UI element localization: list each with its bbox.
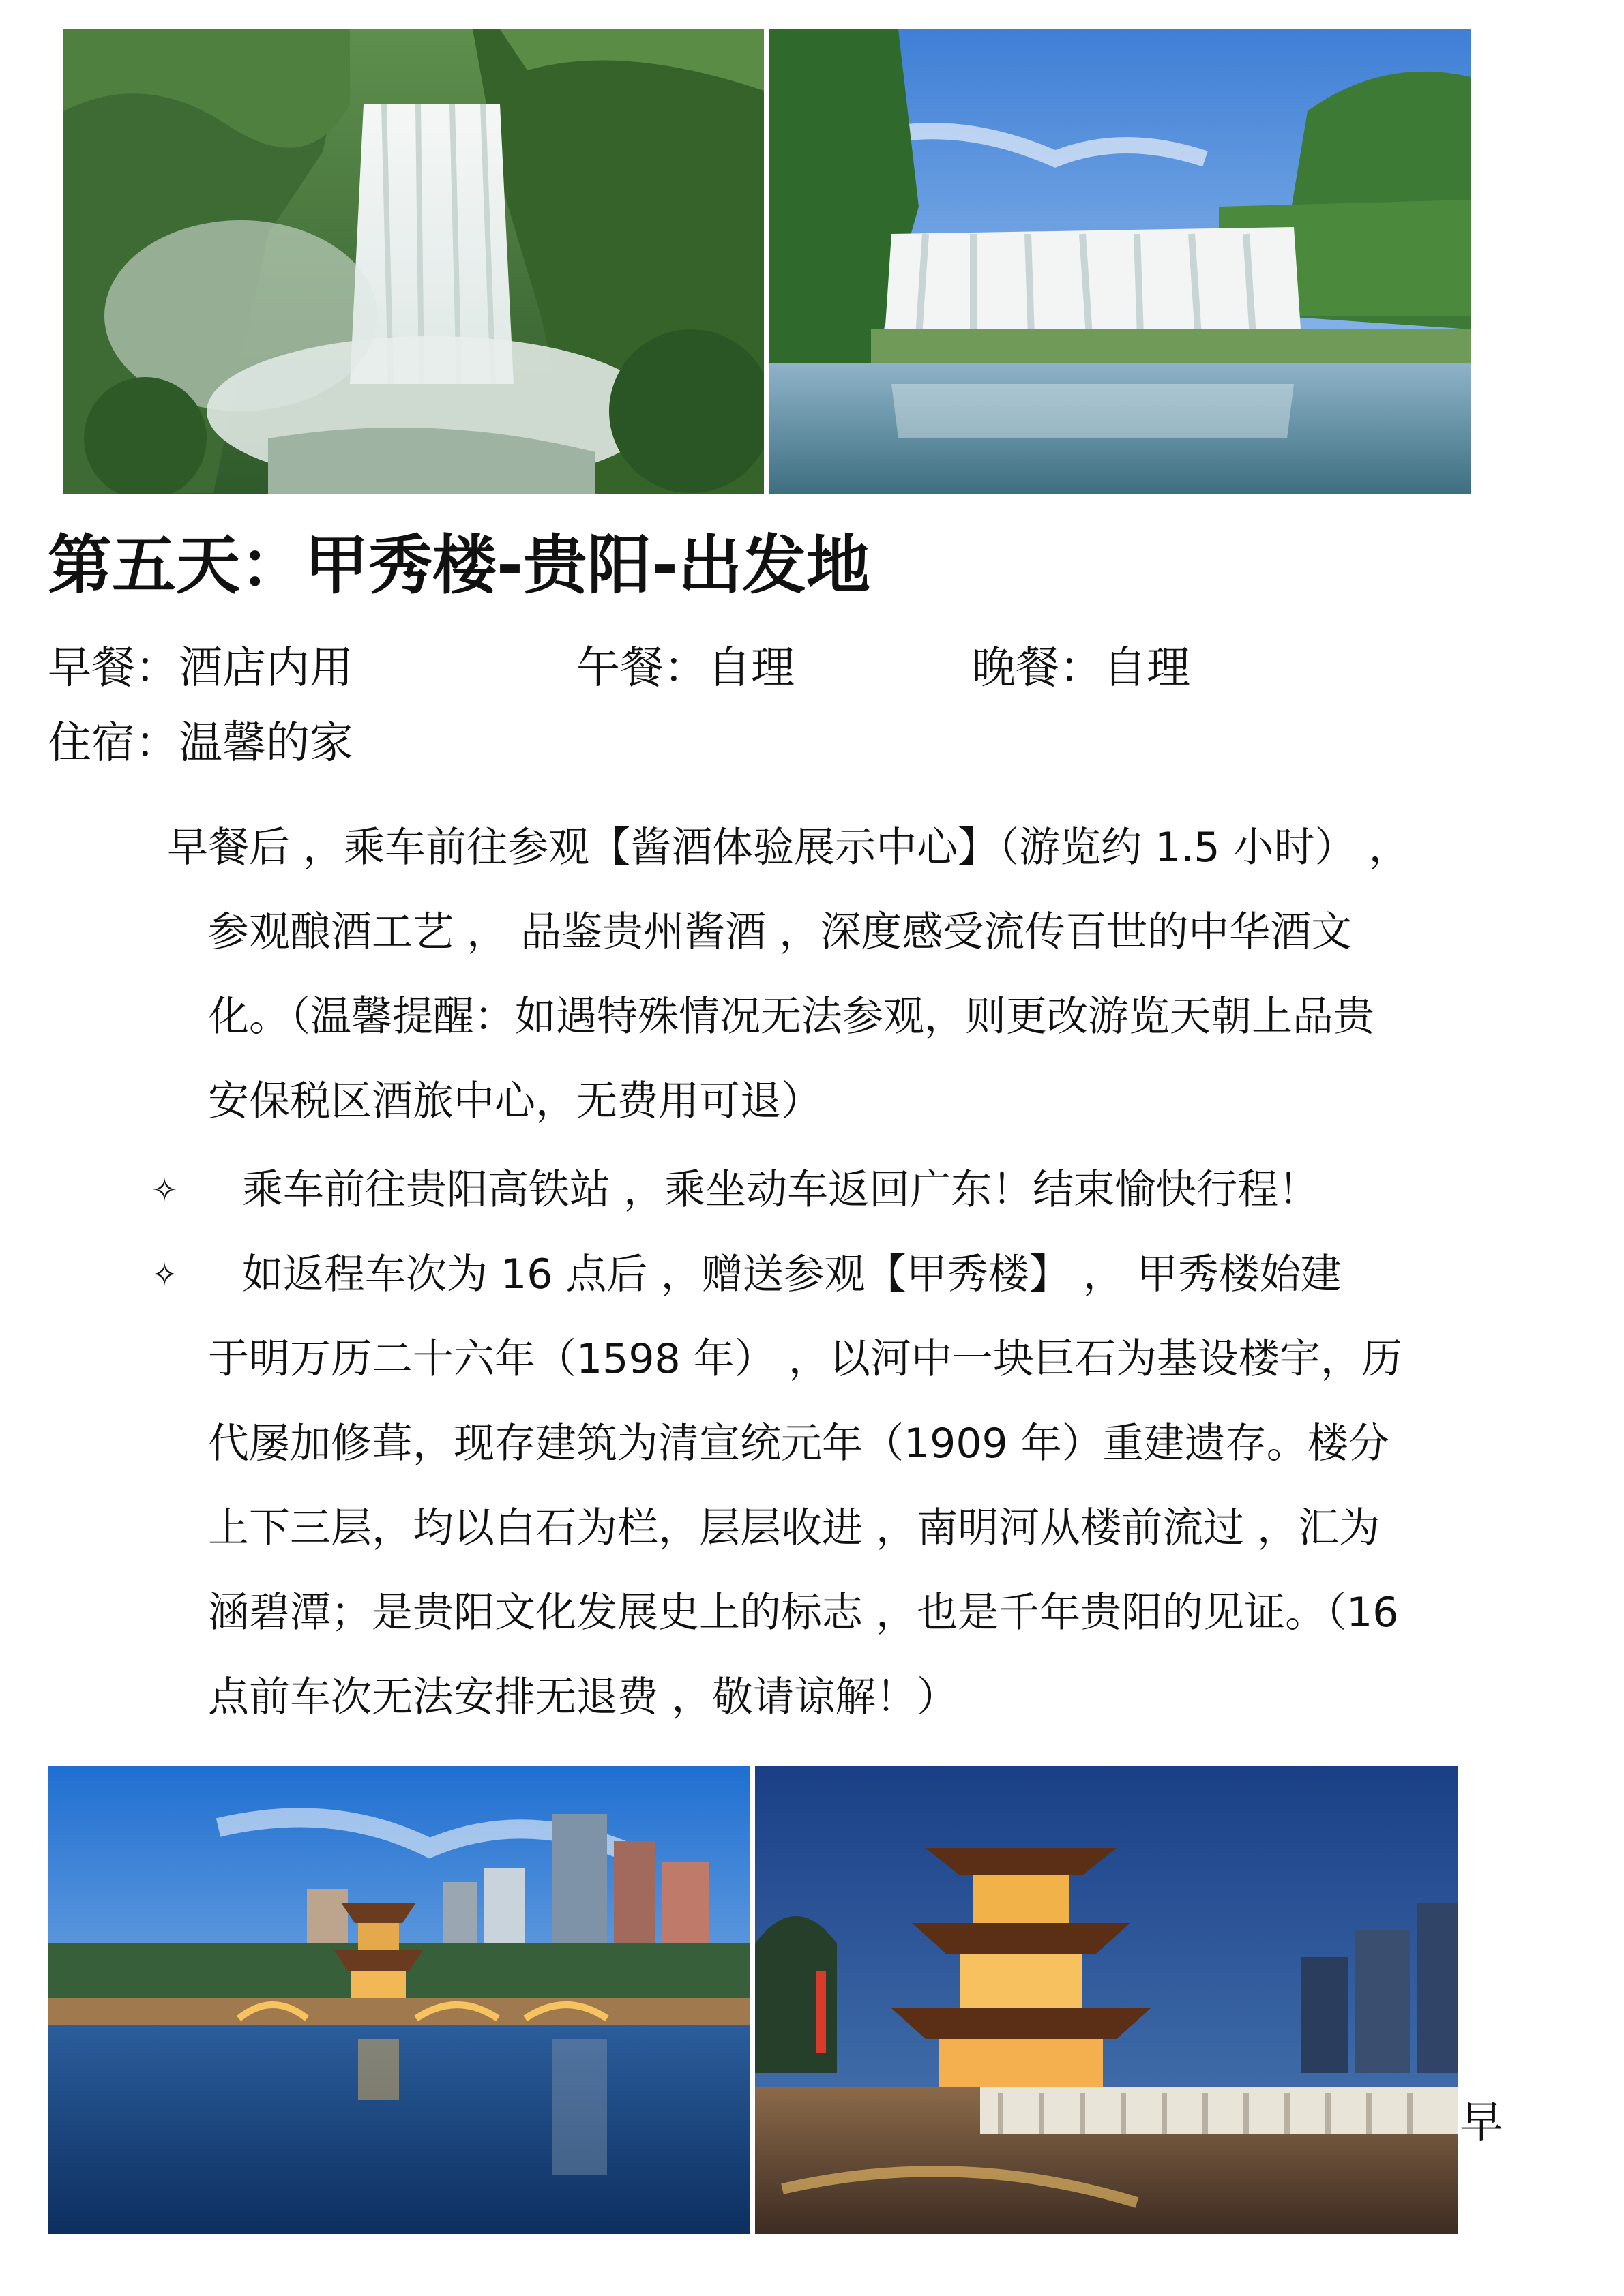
waterfall-photo-1 xyxy=(63,29,764,494)
bullet-line: 于明万历二十六年（1598 年） ，以河中一块巨石为基设楼宇，历 xyxy=(208,1335,1402,1383)
intro-line: 参观酿酒工艺 ， 品鉴贵州酱酒 ，深度感受流传百世的中华酒文 xyxy=(208,908,1353,956)
day-title: 第五天：甲秀楼-贵阳-出发地 xyxy=(48,528,871,603)
jiaxiu-illustration-2 xyxy=(755,1766,1458,2234)
bullet-line: 代屡加修葺，现存建筑为清宣统元年（1909 年）重建遗存。楼分 xyxy=(208,1420,1389,1467)
bullet-line: 上下三层，均以白石为栏，层层收进 ，南明河从楼前流过 ，汇为 xyxy=(208,1504,1381,1552)
sparkle-bullet-icon: ✧ xyxy=(151,1256,178,1293)
lodging: 住宿：温馨的家 xyxy=(48,718,353,769)
bullet-line: 乘车前往贵阳高铁站 ，乘坐动车返回广东！结束愉快行程！ xyxy=(242,1166,1320,1214)
meal-lunch: 午餐：自理 xyxy=(576,643,795,694)
intro-line: 化。（温馨提醒：如遇特殊情况无法参观，则更改游览天朝上品贵 xyxy=(208,993,1374,1041)
meal-breakfast: 早餐：酒店内用 xyxy=(48,643,353,694)
jiaxiu-illustration-1 xyxy=(48,1766,750,2234)
intro-line: 早餐后 ，乘车前往参观【酱酒体验展示中心】（游览约 1.5 小时） ， xyxy=(167,824,1410,871)
bullet-line: 涵碧潭；是贵阳文化发展史上的标志 ，也是千年贵阳的见证。（16 xyxy=(208,1589,1399,1637)
bullet-line: 如返程车次为 16 点后 ，赠送参观【甲秀楼】 ， 甲秀楼始建 xyxy=(242,1251,1342,1298)
intro-line: 安保税区酒旅中心，无费用可退） xyxy=(208,1077,822,1125)
jiaxiu-pavilion-photo-2 xyxy=(755,1766,1458,2234)
jiaxiu-pavilion-photo-1 xyxy=(48,1766,750,2234)
waterfall-illustration-2 xyxy=(769,29,1471,494)
trailing-text: 早 xyxy=(1460,2098,1503,2148)
waterfall-photo-2 xyxy=(769,29,1471,494)
waterfall-illustration-1 xyxy=(63,29,764,494)
sparkle-bullet-icon: ✧ xyxy=(151,1172,178,1208)
meal-dinner: 晚餐：自理 xyxy=(972,643,1190,694)
bullet-line: 点前车次无法安排无退费 ，敬请谅解！） xyxy=(208,1673,958,1721)
